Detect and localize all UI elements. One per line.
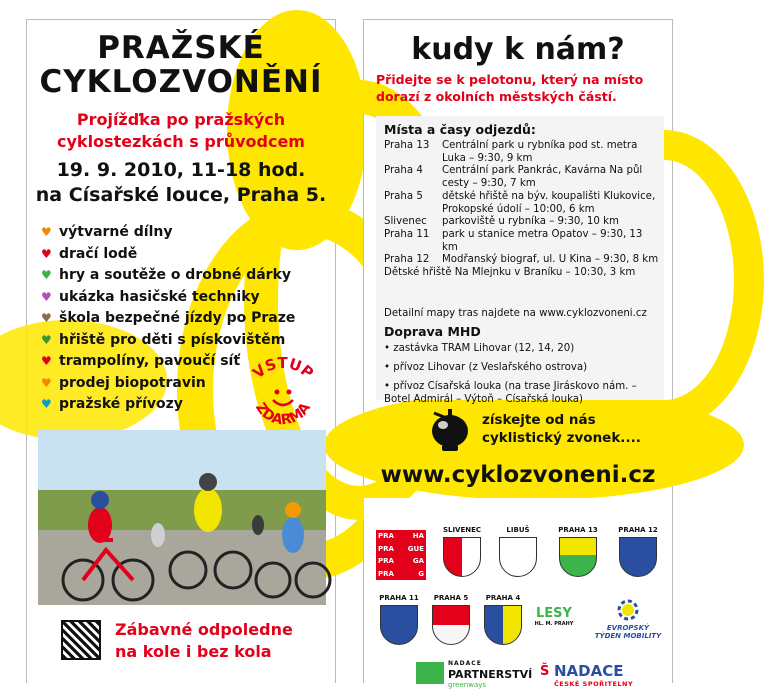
svg-text:VSTUP [249, 354, 317, 382]
departure-row [384, 140, 660, 165]
departure-detail: Centrální park Pankrác, Kavárna Na půl cesty – 9:30, 7 km [442, 165, 643, 190]
activity-label: výtvarné dílny [59, 224, 173, 240]
praha12-label: PRAHA 12 [618, 526, 658, 534]
cs-nadace: NADACE [554, 662, 624, 680]
event-location: na Císařské louce, Praha 5. [35, 184, 327, 206]
bell-offer-line-2: cyklistický zvonek.... [482, 430, 641, 446]
activity-label: dračí lodě [59, 245, 138, 262]
partnerstvi-greenways: greenways [448, 681, 487, 689]
slivenec-logo [438, 526, 486, 577]
cyclist-icon: ♥ [41, 311, 52, 326]
praha4-label: PRAHA 4 [485, 594, 521, 602]
praha13-logo [550, 526, 606, 577]
maps-note: Detailní mapy tras najdete na www.cyklozvoneni.cz [384, 308, 647, 319]
public-transport-list [384, 342, 660, 412]
cyclist-icon: ♥ [41, 332, 52, 347]
slivenec-label: SLIVENEC [442, 526, 482, 534]
praha-logo-text: G [418, 569, 424, 578]
activity-item [41, 265, 295, 287]
praha-logo-text: PRA [378, 544, 394, 553]
activity-label: hřiště pro děti s pískovištěm [59, 331, 286, 348]
praha12-shield-icon [619, 537, 657, 577]
lesy-logo [534, 606, 574, 627]
praha12-logo [610, 526, 666, 577]
activity-item [41, 222, 295, 244]
activity-label: škola bezpečné jízdy po Praze [59, 310, 296, 326]
partner-logos [364, 498, 672, 688]
bell-offer-line-1: získejte od nás [482, 412, 596, 428]
departure-detail: Centrální park u rybníka pod st. metra Luka – 9:30, 9 km [442, 140, 638, 164]
libus-shield-icon [499, 537, 537, 577]
partnerstvi-name: PARTNERSTVÍ [448, 668, 533, 681]
transport-item [384, 361, 660, 374]
mobility-week-line-2: TÝDEN MOBILITY [594, 632, 662, 640]
praha5-label: PRAHA 5 [433, 594, 469, 602]
departure-place: Praha 11 [384, 228, 430, 240]
praha11-shield-icon [380, 605, 418, 645]
cs-logo-icon: Š [540, 664, 550, 679]
bullet-icon: • [384, 343, 394, 354]
flower-icon [608, 600, 648, 620]
event-title-line-2: CYKLOZVONĚNÍ [39, 64, 323, 100]
praha-logo-text: PRA [378, 557, 394, 565]
activity-label: prodej biopotravin [59, 374, 206, 391]
departure-detail: Modřanský biograf, ul. U Kina – 9:30, 8 km [442, 254, 659, 266]
departure-detail: dětské hřiště na býv. koupališti Klukovice, Prokopské údolí – 10:00, 6 km [442, 190, 656, 215]
departure-row [384, 165, 660, 190]
praha-logo-text: PRA [378, 569, 394, 578]
partnerstvi-nadace: NADACE [448, 660, 482, 667]
praha5-shield-icon [432, 605, 470, 645]
cyclist-icon: ♥ [41, 375, 52, 390]
cyclist-icon: ♥ [41, 289, 52, 304]
event-subtitle-line-1: Projížďka po pražských [76, 110, 286, 129]
departure-place: Slivenec [384, 216, 427, 228]
transport-text: přívoz Lihovar (z Veslařského ostrova) [393, 362, 588, 373]
praha-logo-text: HA [412, 532, 424, 540]
departures-heading: Místa a časy odjezdů: [384, 122, 536, 137]
praha4-shield-icon [484, 605, 522, 645]
transport-text: zastávka TRAM Lihovar (12, 14, 20) [393, 343, 575, 354]
website-url[interactable]: www.cyklozvoneni.cz [380, 462, 656, 488]
libus-label: LIBUŠ [506, 526, 530, 534]
event-flyer-front [26, 19, 336, 683]
tagline-strip [27, 610, 335, 684]
praha-logo-text: PRA [378, 532, 394, 540]
free-entry-badge [241, 354, 325, 438]
transport-text: přívoz Císařská louka (na trase Jiráskovo nám. – Botel Admirál – Výtoň – Císařská louka) [384, 381, 637, 405]
activity-label: pražské přívozy [59, 396, 183, 412]
departure-extra: Dětské hřiště Na Mlejnku v Braníku – 10:30, 3 km [384, 267, 636, 279]
directions-intro-line-2: dorazí z okolních městských částí. [376, 89, 617, 104]
praha-logo-text: GA [412, 557, 424, 565]
tagline-line-1: Zábavné odpoledne [115, 620, 293, 639]
lesy-sublabel: HL. M. PRAHY [534, 621, 574, 627]
departure-place: Praha 4 [384, 165, 423, 177]
bullet-icon: • [384, 381, 394, 392]
departure-info-box [376, 116, 664, 405]
cyclist-icon: ♥ [41, 397, 52, 412]
event-flyer-back [363, 19, 673, 689]
activity-item [41, 244, 295, 266]
slivenec-shield-icon [443, 537, 481, 577]
event-subtitle-line-2: cyklostezkách s průvodcem [57, 132, 305, 151]
departure-row [384, 254, 660, 267]
praha13-label: PRAHA 13 [558, 526, 598, 534]
transport-item [384, 342, 660, 355]
badge-top-text: VSTUP [249, 354, 317, 383]
activity-label: trampolíny, pavoučí síť [59, 353, 241, 369]
mobility-week-logo [588, 600, 668, 640]
bike-logo-icon [61, 620, 101, 660]
praha-logo [376, 530, 426, 580]
badge-bottom-text: ZDARMA [252, 399, 314, 429]
departure-place: Praha 12 [384, 254, 430, 266]
praha11-label: PRAHA 11 [379, 594, 419, 602]
departure-detail: park u stanice metra Opatov – 9:30, 13 km [442, 228, 643, 253]
praha11-logo [374, 594, 424, 645]
praha4-logo [478, 594, 528, 645]
activity-label: hry a soutěže o drobné dárky [59, 267, 292, 283]
mobility-week-line-1: EVROPSKÝ [606, 624, 650, 632]
cyclist-icon: ♥ [41, 225, 52, 240]
event-title-line-1: PRAŽSKÉ [97, 30, 265, 66]
departure-row [384, 191, 660, 216]
event-date: 19. 9. 2010, 11-18 hod. [56, 159, 306, 181]
cyclists-photo [38, 430, 326, 605]
tagline-line-2: na kole i bez kola [115, 642, 272, 661]
transport-item [384, 380, 660, 406]
departure-place: Praha 5 [384, 190, 423, 202]
lesy-label: LESY [536, 606, 572, 621]
activity-label: ukázka hasičské techniky [59, 288, 260, 305]
departures-list [384, 140, 660, 280]
praha13-shield-icon [559, 537, 597, 577]
bicycle-bell-icon [428, 405, 472, 453]
cyclist-icon: ♥ [41, 354, 52, 369]
departure-place: Praha 13 [384, 140, 430, 151]
bullet-icon: • [384, 362, 394, 373]
activity-item [41, 308, 295, 330]
directions-intro-line-1: Přidejte se k pelotonu, který na místo [376, 72, 644, 87]
activity-item [41, 287, 295, 309]
cyclist-icon: ♥ [41, 246, 52, 261]
directions-title: kudy k nám? [411, 32, 625, 67]
departure-row [384, 216, 660, 229]
partnerstvi-bike-icon [416, 662, 444, 684]
cyclist-icon: ♥ [41, 268, 52, 283]
praha-logo-text: GUE [407, 544, 424, 553]
praha5-logo [426, 594, 476, 645]
libus-logo [494, 526, 542, 577]
cs-name: ČESKÉ SPOŘITELNY [554, 680, 634, 688]
departure-detail: parkoviště u rybníka – 9:30, 10 km [442, 216, 619, 228]
departure-row [384, 229, 660, 254]
public-transport-heading: Doprava MHD [384, 324, 481, 339]
activity-item [41, 330, 295, 352]
